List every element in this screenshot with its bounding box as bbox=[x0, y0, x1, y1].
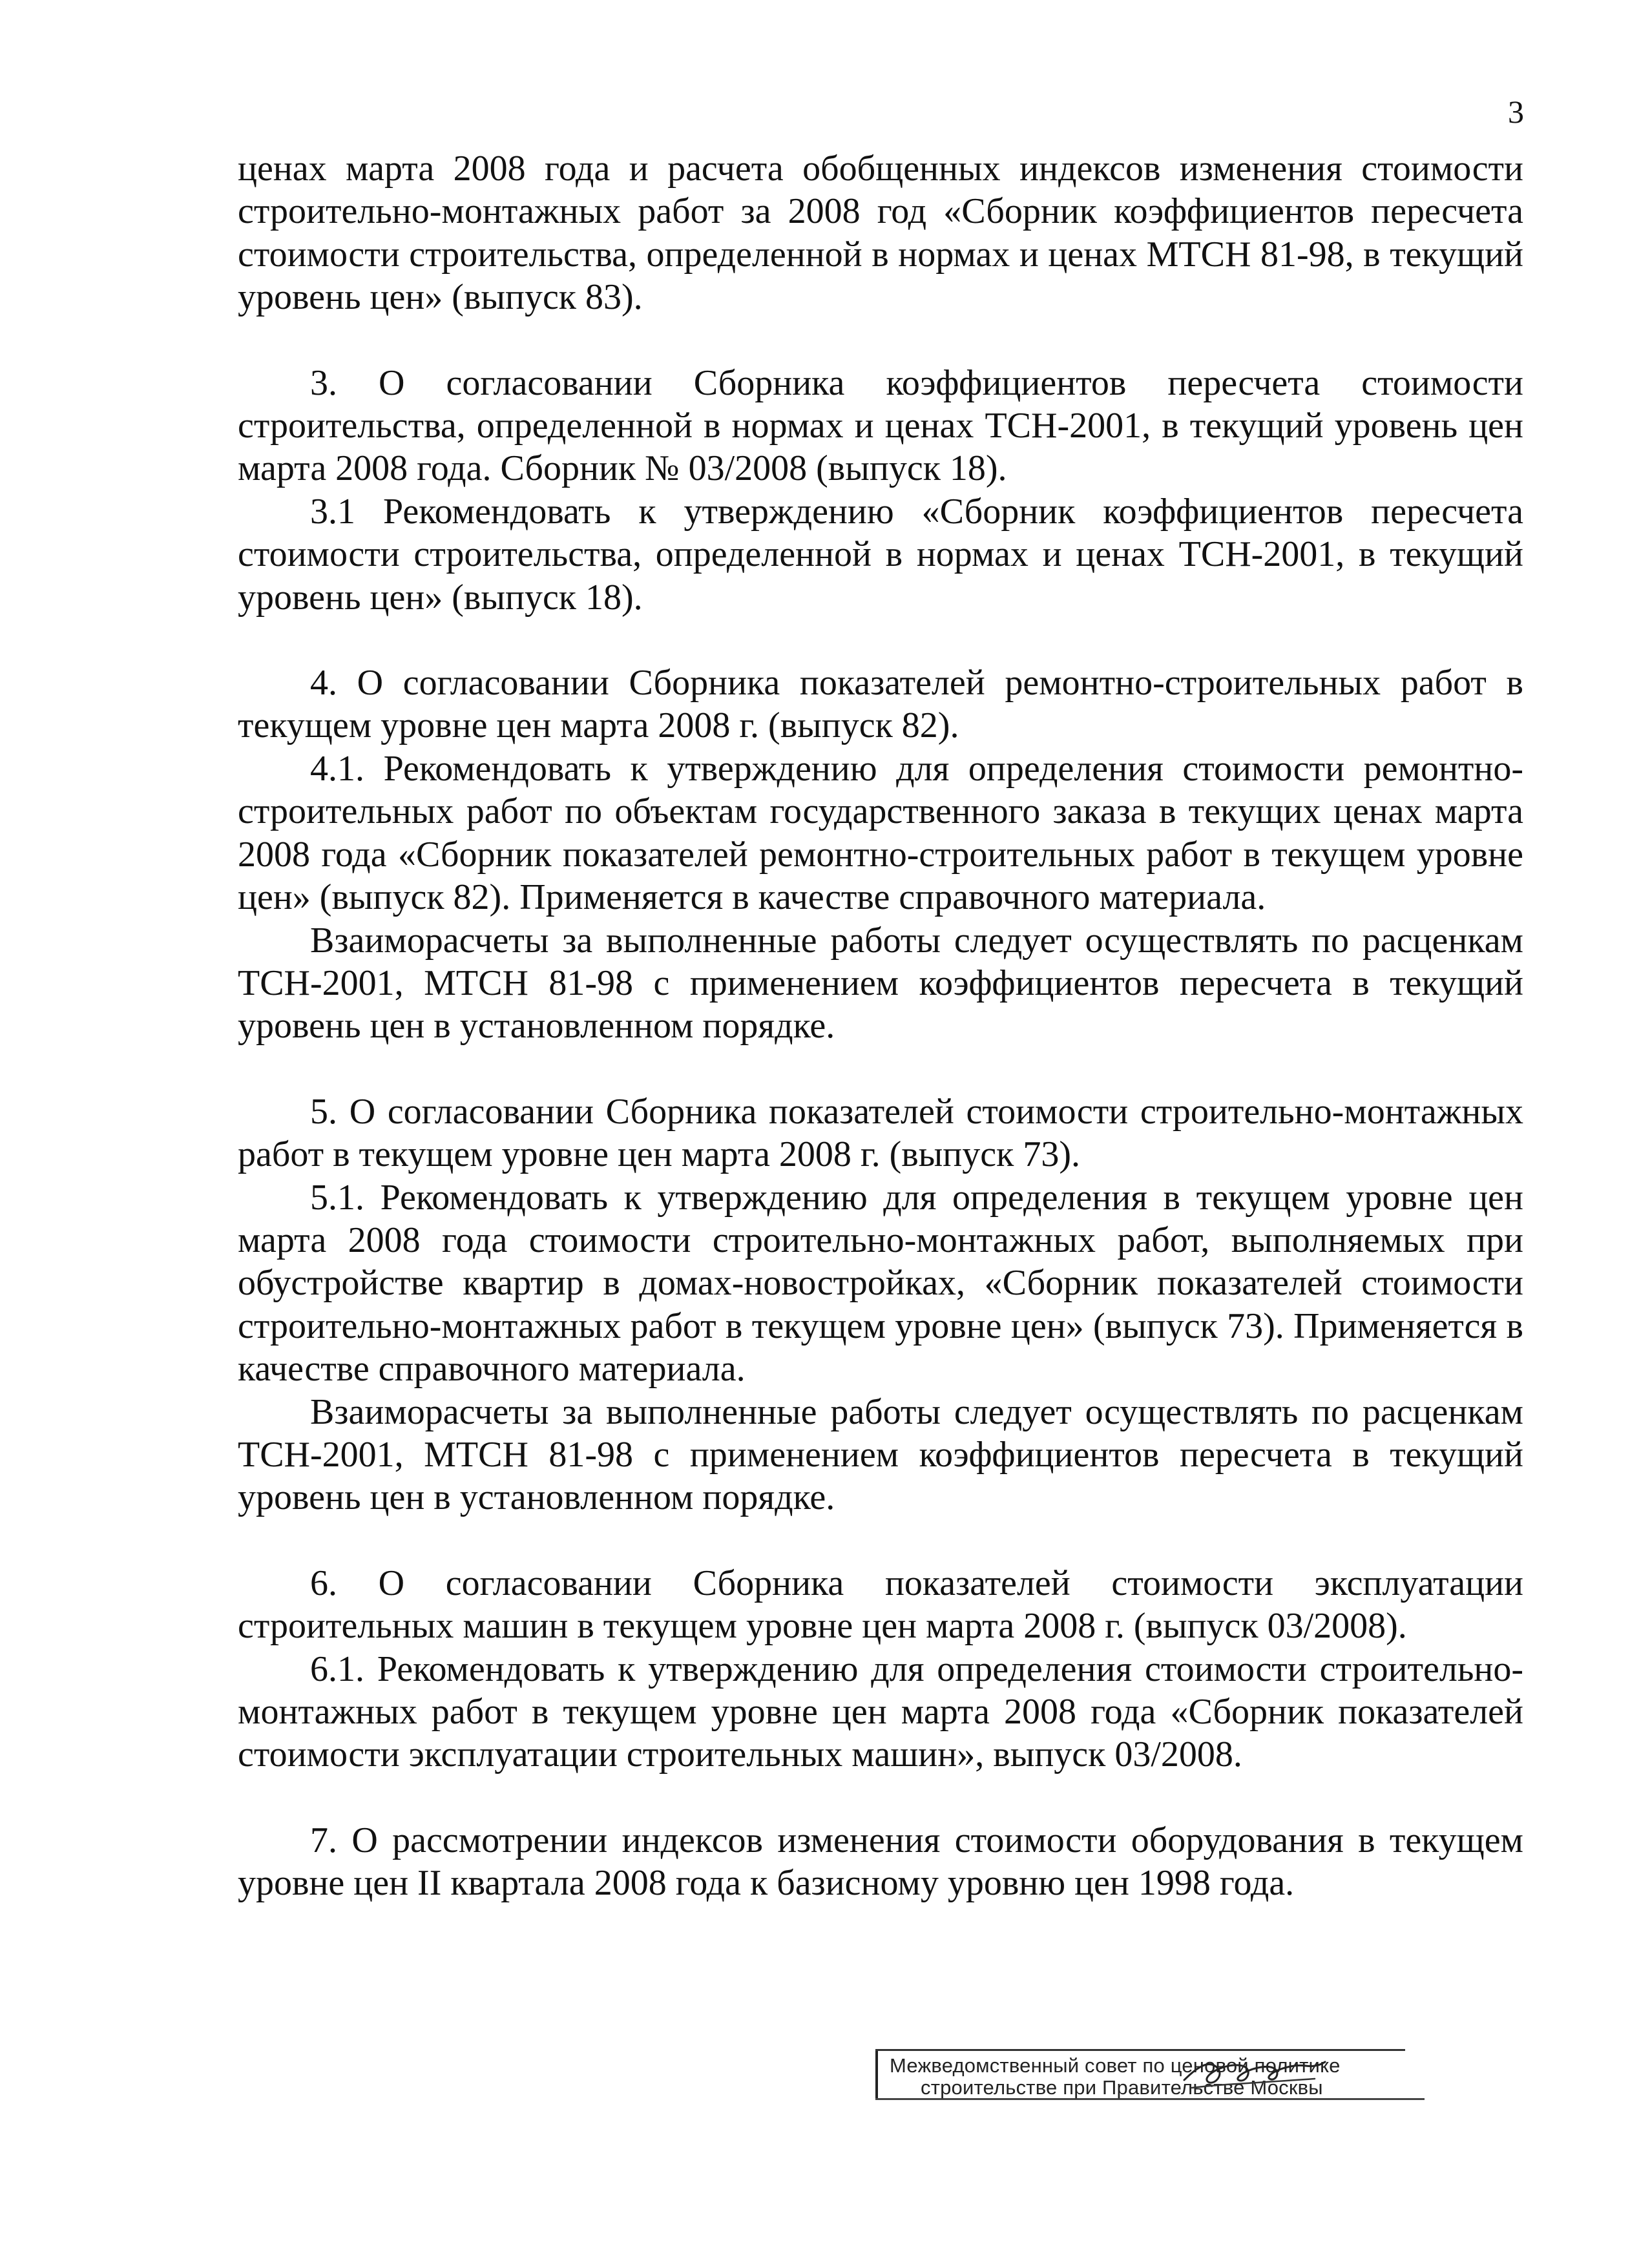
item-4-heading: 4. О согласовании Сборника показателей ремонтно-строительных работ в текущем уровне цен марта 2008 г. (выпуск 82). bbox=[238, 663, 1523, 746]
document-body bbox=[238, 147, 1523, 1905]
item-4-settlement-text: Взаиморасчеты за выполненные работы следует осуществлять по расценкам ТСН-2001, МТСН 81-98 с применением коэффициентов пересчета в текущий уровень цен в установленном порядке. bbox=[238, 920, 1523, 1046]
item-5-1-text: 5.1. Рекомендовать к утверждению для определения в текущем уровне цен марта 2008 года стоимости строительно-монтажных работ, выполняемых при обустройстве квартир в домах-новостройках, «Сборник показателей стоимости строительно-монтажных работ в текущем уровне цен» (выпуск 73). Применяется в качестве справочного материала. bbox=[238, 1177, 1523, 1389]
stamp-line-1: Межведомственный совет по ценовой политике bbox=[890, 2054, 1341, 2077]
council-stamp bbox=[875, 2046, 1425, 2099]
item-7-heading: 7. О рассмотрении индексов изменения стоимости оборудования в текущем уровне цен II квартала 2008 года к базисному уровню цен 1998 года. bbox=[238, 1820, 1523, 1904]
item-6-heading: 6. О согласовании Сборника показателей стоимости эксплуатации строительных машин в текущем уровне цен марта 2008 г. (выпуск 03/2008). bbox=[238, 1563, 1523, 1647]
handwritten-signature bbox=[1179, 2046, 1328, 2097]
item-5-heading: 5. О согласовании Сборника показателей стоимости строительно-монтажных работ в текущем уровне цен марта 2008 г. (выпуск 73). bbox=[238, 1091, 1523, 1175]
item-3-1-text: 3.1 Рекомендовать к утверждению «Сборник коэффициентов пересчета стоимости строительства, определенной в нормах и ценах ТСН-2001, в текущий уровень цен» (выпуск 18). bbox=[238, 491, 1523, 618]
paragraph-continuation: ценах марта 2008 года и расчета обобщенных индексов изменения стоимости строительно-монтажных работ за 2008 год «Сборник коэффициентов пересчета стоимости строительства, определенной в нормах и ценах МТСН 81-98, в текущий уровень цен» (выпуск 83). bbox=[238, 149, 1523, 318]
page-number: 3 bbox=[1508, 94, 1524, 130]
stamp-line-2: строительстве при Правительстве Москвы bbox=[921, 2076, 1323, 2099]
item-3-heading: 3. О согласовании Сборника коэффициентов пересчета стоимости строительства, определенной в нормах и ценах ТСН-2001, в текущий уровень цен марта 2008 года. Сборник № 03/2008 (выпуск 18). bbox=[238, 362, 1523, 489]
item-4-1-text: 4.1. Рекомендовать к утверждению для определения стоимости ремонтно-строительных работ по объектам государственного заказа в текущих ценах марта 2008 года «Сборник показателей ремонтно-строительных работ в текущем уровне цен» (выпуск 82). Применяется в качестве справочного материала. bbox=[238, 748, 1523, 918]
stamp-frame-left bbox=[875, 2049, 878, 2098]
item-6-1-text: 6.1. Рекомендовать к утверждению для определения стоимости строительно-монтажных работ в текущем уровне цен марта 2008 года «Сборник показателей стоимости эксплуатации строительных машин», выпуск 03/2008. bbox=[238, 1649, 1523, 1775]
item-5-settlement-text: Взаиморасчеты за выполненные работы следует осуществлять по расценкам ТСН-2001, МТСН 81-98 с применением коэффициентов пересчета в текущий уровень цен в установленном порядке. bbox=[238, 1391, 1523, 1518]
